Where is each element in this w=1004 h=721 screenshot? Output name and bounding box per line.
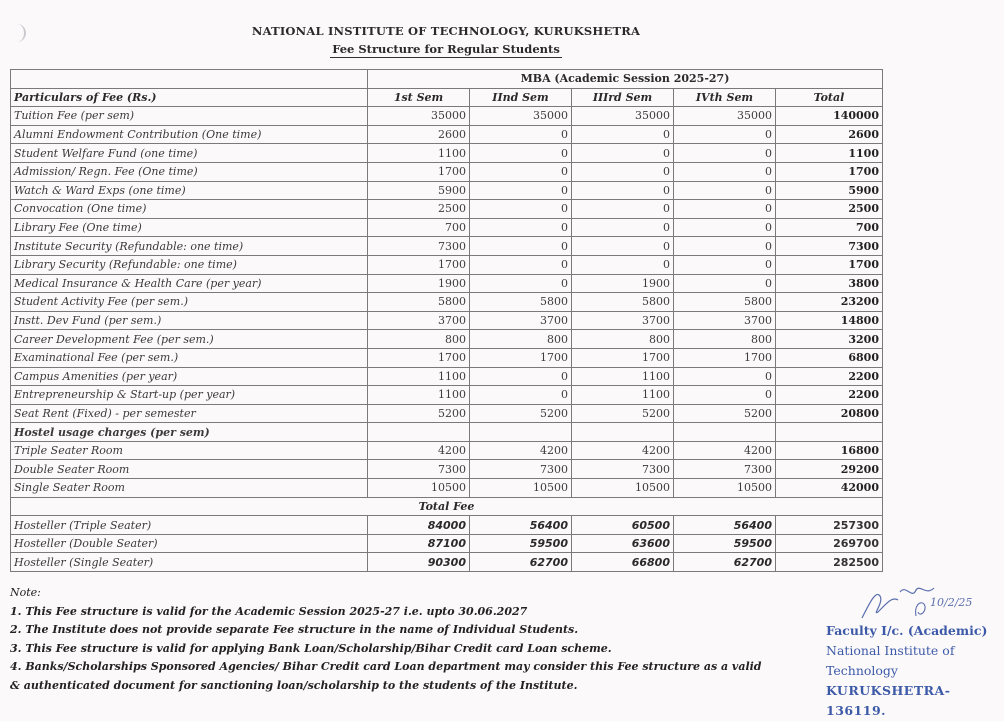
- sem4-amount: 62700: [674, 553, 776, 572]
- fee-particular: Watch & Ward Exps (one time): [11, 181, 368, 200]
- program-header-row: [11, 70, 883, 89]
- fee-particular: Library Fee (One time): [11, 218, 368, 237]
- sem3-amount: 5800: [572, 293, 674, 312]
- sem1-amount: 800: [368, 330, 470, 349]
- sem4-amount: 0: [674, 367, 776, 386]
- sem2-amount: 1700: [470, 348, 572, 367]
- hostel-section-label: Hostel usage charges (per sem): [11, 423, 368, 442]
- sem3-amount: 0: [572, 237, 674, 256]
- empty-cell: [368, 423, 470, 442]
- fee-particular: Entrepreneurship & Start-up (per year): [11, 386, 368, 405]
- fee-row: [11, 293, 883, 312]
- fee-particular: Student Welfare Fund (one time): [11, 144, 368, 163]
- sem4-amount: 56400: [674, 516, 776, 535]
- fee-particular: Student Activity Fee (per sem.): [11, 293, 368, 312]
- col-header-sem2: IInd Sem: [470, 88, 572, 107]
- sem1-amount: 1900: [368, 274, 470, 293]
- fee-particular: Examinational Fee (per sem.): [11, 348, 368, 367]
- row-total: 3800: [776, 274, 883, 293]
- sem2-amount: 56400: [470, 516, 572, 535]
- sem3-amount: 0: [572, 200, 674, 219]
- fee-row: [11, 404, 883, 423]
- fee-particular: Seat Rent (Fixed) - per semester: [11, 404, 368, 423]
- row-total: 1100: [776, 144, 883, 163]
- sem2-amount: 0: [470, 386, 572, 405]
- sem2-amount: 59500: [470, 534, 572, 553]
- fee-row: [11, 107, 883, 126]
- sem3-amount: 0: [572, 218, 674, 237]
- empty-cell: [776, 423, 883, 442]
- sem4-amount: 0: [674, 255, 776, 274]
- row-total: 1700: [776, 255, 883, 274]
- fee-particular: Career Development Fee (per sem.): [11, 330, 368, 349]
- row-total: 2200: [776, 367, 883, 386]
- fee-row: [11, 255, 883, 274]
- row-total: 6800: [776, 348, 883, 367]
- sem3-amount: 7300: [572, 460, 674, 479]
- sem3-amount: 800: [572, 330, 674, 349]
- sem2-amount: 0: [470, 274, 572, 293]
- row-total: 29200: [776, 460, 883, 479]
- fee-particular: Instt. Dev Fund (per sem.): [11, 311, 368, 330]
- sem3-amount: 60500: [572, 516, 674, 535]
- subtitle-text: Fee Structure for Regular Students: [332, 42, 560, 56]
- row-total: 5900: [776, 181, 883, 200]
- sem4-amount: 1700: [674, 348, 776, 367]
- empty-cell: [470, 423, 572, 442]
- sem3-amount: 1100: [572, 367, 674, 386]
- total-fee-row: [11, 534, 883, 553]
- sem2-amount: 3700: [470, 311, 572, 330]
- sem2-amount: 4200: [470, 441, 572, 460]
- sem1-amount: 4200: [368, 441, 470, 460]
- sem2-amount: 0: [470, 255, 572, 274]
- sem4-amount: 0: [674, 274, 776, 293]
- sem4-amount: 4200: [674, 441, 776, 460]
- fee-row: [11, 162, 883, 181]
- row-total: 2600: [776, 125, 883, 144]
- sem3-amount: 0: [572, 125, 674, 144]
- sem2-amount: 800: [470, 330, 572, 349]
- row-total: 2200: [776, 386, 883, 405]
- fee-particular: Hosteller (Double Seater): [11, 534, 368, 553]
- sem2-amount: 7300: [470, 460, 572, 479]
- signature-date: 10/2/25: [930, 596, 973, 609]
- fee-particular: Admission/ Regn. Fee (One time): [11, 162, 368, 181]
- sem1-amount: 7300: [368, 460, 470, 479]
- sem3-amount: 66800: [572, 553, 674, 572]
- note-item: 2. The Institute does not provide separate Fee structure in the name of Individual Students.: [10, 623, 579, 636]
- total-fee-label: Total Fee: [11, 497, 883, 516]
- sem2-amount: 0: [470, 162, 572, 181]
- hostel-section-row: [11, 423, 883, 442]
- fee-structure-table: [10, 69, 883, 572]
- sem1-amount: 5900: [368, 181, 470, 200]
- fee-particular: Hosteller (Single Seater): [11, 553, 368, 572]
- sem4-amount: 0: [674, 386, 776, 405]
- fee-particular: Convocation (One time): [11, 200, 368, 219]
- sem3-amount: 0: [572, 255, 674, 274]
- stamp-designation: Faculty I/c. (Academic): [826, 623, 988, 638]
- row-total: 7300: [776, 237, 883, 256]
- fee-row: [11, 348, 883, 367]
- sem4-amount: 800: [674, 330, 776, 349]
- institute-title: NATIONAL INSTITUTE OF TECHNOLOGY, KURUKSHETRA: [251, 24, 641, 38]
- note-item: 3. This Fee structure is valid for applying Bank Loan/Scholarship/Bihar Credit card Loan scheme.: [10, 641, 612, 655]
- row-total: 3200: [776, 330, 883, 349]
- sem2-amount: 0: [470, 367, 572, 386]
- note-item: 4. Banks/Scholarships Sponsored Agencies/ Bihar Credit card Loan department may consider this Fee structure as a valid: [10, 660, 762, 673]
- sem4-amount: 0: [674, 125, 776, 144]
- fee-particular: Alumni Endowment Contribution (One time): [11, 125, 368, 144]
- sem1-amount: 2500: [368, 200, 470, 219]
- sem3-amount: 0: [572, 162, 674, 181]
- sem4-amount: 5200: [674, 404, 776, 423]
- row-total: 1700: [776, 162, 883, 181]
- col-header-particulars: Particulars of Fee (Rs.): [11, 88, 368, 107]
- sem2-amount: 35000: [470, 107, 572, 126]
- fee-row: [11, 200, 883, 219]
- fee-row: [11, 144, 883, 163]
- stamp-location: KURUKSHETRA-136119.: [826, 683, 951, 718]
- sem4-amount: 7300: [674, 460, 776, 479]
- row-total: 140000: [776, 107, 883, 126]
- fee-row: [11, 218, 883, 237]
- fee-particular: Medical Insurance & Health Care (per year): [11, 274, 368, 293]
- fee-particular: Single Seater Room: [11, 479, 368, 498]
- sem2-amount: 0: [470, 125, 572, 144]
- sem1-amount: 1100: [368, 367, 470, 386]
- note-item: & authenticated document for sanctioning loan/scholarship to the students of the Institute.: [10, 678, 578, 692]
- row-total: 282500: [776, 553, 883, 572]
- sem3-amount: 4200: [572, 441, 674, 460]
- row-total: 257300: [776, 516, 883, 535]
- empty-cell: [674, 423, 776, 442]
- sem4-amount: 0: [674, 218, 776, 237]
- col-header-sem3: IIIrd Sem: [572, 88, 674, 107]
- sem1-amount: 35000: [368, 107, 470, 126]
- col-header-sem1: 1st Sem: [368, 88, 470, 107]
- total-fee-row: [11, 516, 883, 535]
- sem4-amount: 3700: [674, 311, 776, 330]
- sem3-amount: 1100: [572, 386, 674, 405]
- sem2-amount: 0: [470, 218, 572, 237]
- sem2-amount: 5200: [470, 404, 572, 423]
- hostel-row: [11, 460, 883, 479]
- row-total: 42000: [776, 479, 883, 498]
- empty-cell: [572, 423, 674, 442]
- sem4-amount: 0: [674, 162, 776, 181]
- hostel-row: [11, 441, 883, 460]
- sem1-amount: 700: [368, 218, 470, 237]
- fee-particular: Triple Seater Room: [11, 441, 368, 460]
- sem3-amount: 0: [572, 144, 674, 163]
- sem1-amount: 1100: [368, 144, 470, 163]
- fee-particular: Institute Security (Refundable: one time): [11, 237, 368, 256]
- row-total: 269700: [776, 534, 883, 553]
- sem3-amount: 1900: [572, 274, 674, 293]
- sem1-amount: 1700: [368, 348, 470, 367]
- hostel-row: [11, 479, 883, 498]
- sem3-amount: 1700: [572, 348, 674, 367]
- sem1-amount: 5800: [368, 293, 470, 312]
- program-header: MBA (Academic Session 2025-27): [368, 70, 883, 89]
- total-fee-row: [11, 553, 883, 572]
- sem4-amount: 59500: [674, 534, 776, 553]
- sem1-amount: 1100: [368, 386, 470, 405]
- sem4-amount: 0: [674, 200, 776, 219]
- sem4-amount: 10500: [674, 479, 776, 498]
- sem3-amount: 10500: [572, 479, 674, 498]
- handwritten-signature: [858, 582, 978, 622]
- sem3-amount: 63600: [572, 534, 674, 553]
- sem1-amount: 87100: [368, 534, 470, 553]
- blank-cell: [11, 70, 368, 89]
- sem1-amount: 7300: [368, 237, 470, 256]
- fee-row: [11, 386, 883, 405]
- note-item: 1. This Fee structure is valid for the Academic Session 2025-27 i.e. upto 30.06.2027: [10, 604, 528, 618]
- sem4-amount: 0: [674, 144, 776, 163]
- fee-row: [11, 330, 883, 349]
- total-fee-header-row: [11, 497, 883, 516]
- fee-particular: Campus Amenities (per year): [11, 367, 368, 386]
- sem1-amount: 10500: [368, 479, 470, 498]
- row-total: 700: [776, 218, 883, 237]
- sem4-amount: 0: [674, 181, 776, 200]
- sem1-amount: 5200: [368, 404, 470, 423]
- fee-particular: Double Seater Room: [11, 460, 368, 479]
- fee-row: [11, 311, 883, 330]
- sem4-amount: 0: [674, 237, 776, 256]
- fee-row: [11, 237, 883, 256]
- stamp-institute: National Institute of Technology: [826, 643, 955, 678]
- sem1-amount: 3700: [368, 311, 470, 330]
- sem2-amount: 5800: [470, 293, 572, 312]
- sem4-amount: 35000: [674, 107, 776, 126]
- row-total: 14800: [776, 311, 883, 330]
- sem1-amount: 84000: [368, 516, 470, 535]
- sem1-amount: 90300: [368, 553, 470, 572]
- sem2-amount: 0: [470, 237, 572, 256]
- sem1-amount: 2600: [368, 125, 470, 144]
- fee-particular: Library Security (Refundable: one time): [11, 255, 368, 274]
- sem1-amount: 1700: [368, 162, 470, 181]
- sem2-amount: 62700: [470, 553, 572, 572]
- row-total: 2500: [776, 200, 883, 219]
- sem2-amount: 0: [470, 181, 572, 200]
- fee-particular: Hosteller (Triple Seater): [11, 516, 368, 535]
- col-header-sem4: IVth Sem: [674, 88, 776, 107]
- sem3-amount: 5200: [572, 404, 674, 423]
- document-subtitle: [0, 42, 892, 56]
- sem2-amount: 0: [470, 200, 572, 219]
- notes-title: Note:: [10, 586, 41, 599]
- fee-row: [11, 181, 883, 200]
- fee-row: [11, 125, 883, 144]
- sem4-amount: 5800: [674, 293, 776, 312]
- row-total: 23200: [776, 293, 883, 312]
- row-total: 16800: [776, 441, 883, 460]
- sem3-amount: 0: [572, 181, 674, 200]
- fee-particular: Tuition Fee (per sem): [11, 107, 368, 126]
- sem2-amount: 10500: [470, 479, 572, 498]
- col-header-total: Total: [776, 88, 883, 107]
- row-total: 20800: [776, 404, 883, 423]
- fee-row: [11, 367, 883, 386]
- sem3-amount: 35000: [572, 107, 674, 126]
- fee-row: [11, 274, 883, 293]
- notes-section: [10, 584, 762, 695]
- sem3-amount: 3700: [572, 311, 674, 330]
- sem2-amount: 0: [470, 144, 572, 163]
- sem1-amount: 1700: [368, 255, 470, 274]
- column-header-row: [11, 88, 883, 107]
- official-stamp: [826, 621, 1004, 721]
